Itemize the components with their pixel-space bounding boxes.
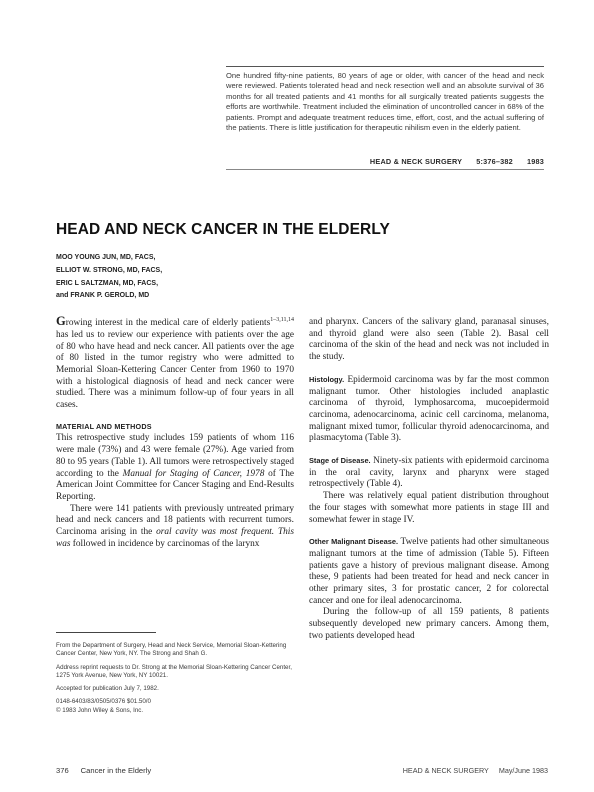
footnote-affiliation: From the Department of Surgery, Head and Neck Service, Memorial Sloan-Kettering Cancer Center, New York, NY. The Strong and Shah G.: [56, 642, 287, 658]
continuation-paragraph: and pharynx. Cancers of the salivary gland, paranasal sinuses, and thyroid gland were also seen (Table 2). Basal cell carcinoma of the skin of the head and neck was not included in the study.: [309, 317, 549, 363]
other-disease-paragraph: Other Malignant Disease. Twelve patients had other simultaneous malignant tumors at the time of admission (Table 5). Fifteen patients gave a history of previous malignant disease. Among these, 9 patients had been treated for head and neck cancer in other primary sites, 3 for prostatic cancer, 2 for colorectal cancer and one for ileal adenocarcinoma.: [309, 537, 550, 606]
abstract-bottom-rule: [226, 169, 544, 170]
other-disease-paragraph-2: During the follow-up of all 159 patients, 8 patients subsequently developed new primary cancers. Among them, two patients developed head: [309, 607, 549, 641]
abstract-text: One hundred fifty-nine patients, 80 years of age or older, with cancer of the head and neck were reviewed. Patients tolerated head and neck resection well and an absolute survival of 36 months for all treated patients and 41 months for all surgically treated patients suggests the efforts are worthwhile. Treatment included the elimination of uncontrolled cancer in 68% of the patients. Prompt and adequate treatment reduces time, effort, cost, and the actual suffering of the patients. There is little justification for therapeutic nihilism even in the elderly patient.: [226, 71, 544, 133]
drop-cap: G: [56, 314, 66, 329]
footnote-reprints: Address reprint requests to Dr. Strong at the Memorial Sloan-Kettering Cancer Center, 1275 York Avenue, New York, NY 10021.: [56, 663, 292, 679]
running-title: Cancer in the Elderly: [80, 766, 152, 775]
page-footer-right: [380, 766, 548, 775]
stage-paragraph-2: There was relatively equal patient distribution throughout the four stages with somewhat more patients in stage III and somewhat fewer in stage IV.: [309, 491, 549, 525]
footer-journal: HEAD & NECK SURGERY: [402, 766, 489, 775]
histology-paragraph: Histology. Epidermoid carcinoma was by far the most common malignant tumor. Other histologies included anaplastic carcinoma of thyroid, lymphosarcoma, mucoepidermoid carcinoma, adenocarcinoma, acinic cell carcinoma, melanoma, malignant mixed tumor, follicular thyroid adenocarcinoma, and plasmacytoma (Table 3).: [309, 374, 549, 444]
run-in-head-stage: Stage of Disease.: [309, 456, 371, 466]
author-1: MOO YOUNG JUN, MD, FACS,: [56, 254, 156, 261]
journal-pages: 5:376–382: [476, 157, 513, 166]
abstract-top-rule: [226, 66, 544, 67]
section-heading-methods: MATERIAL AND METHODS: [56, 421, 152, 431]
methods-paragraph-1: This retrospective study includes 159 patients of whom 116 were male (73%) and 43 were female (27%). Age varied from 80 to 95 years (Table 1). All tumors were retrospectively staged according to the Manual for Staging of Cancer, 1978 of The American Joint Committee for Cancer Staging and End-Results Reporting.: [56, 433, 294, 502]
footnote-accepted: Accepted for publication July 7, 1982.: [56, 685, 159, 693]
journal-year: 1983: [526, 157, 544, 166]
stage-paragraph: Stage of Disease. Ninety-six patients with epidermoid carcinoma in the oral cavity, larynx and pharynx were staged retrospectively (Table 4).: [309, 456, 549, 490]
left-column: [56, 315, 294, 550]
right-column: [309, 317, 549, 643]
run-in-head-other: Other Malignant Disease.: [309, 537, 399, 547]
journal-name: HEAD & NECK SURGERY: [369, 157, 463, 166]
reference-superscript: 1–3,11,14: [270, 317, 294, 323]
footnote-issn: 0148-6403/83/0505/0376 $01.50/0: [56, 698, 151, 706]
page-number: 376: [56, 766, 69, 775]
intro-paragraph: Growing interest in the medical care of elderly patients$^{1-3,11,14}$ has led us to review our experience with patients over the age of 80 who have head and neck cancer. All patients over the age of 80 listed in the tumor registry who were admitted to Memorial Sloan-Kettering Cancer Center from 1960 to 1970 with a histological diagnosis of head and neck cancer were studied. There was a minimum follow-up of four years in all cases.: [56, 314, 294, 411]
article-title: HEAD AND NECK CANCER IN THE ELDERLY: [56, 221, 390, 238]
footer-issue: May/June 1983: [498, 766, 548, 775]
methods-paragraph-2: There were 141 patients with previously untreated primary head and neck cancers and 18 patients with recurrent tumors. Carcinoma arising in the oral cavity was most frequent. This was followed in incidence by carcinomas of the larynx: [56, 503, 294, 549]
author-2: ELLIOT W. STRONG, MD, FACS,: [56, 266, 163, 274]
page-footer-left: [56, 766, 151, 775]
author-3: ERIC L SALTZMAN, MD, FACS,: [56, 279, 159, 287]
footnote-copyright: © 1983 John Wiley & Sons, Inc.: [56, 706, 144, 714]
author-4: and FRANK P. GEROLD, MD: [56, 292, 150, 300]
footnotes: [56, 642, 294, 715]
journal-reference: [226, 157, 544, 166]
run-in-head-histology: Histology.: [309, 374, 345, 384]
author-list: [56, 252, 162, 303]
footnote-rule: [56, 632, 156, 633]
staging-manual-title: Manual for Staging of Cancer, 1978: [122, 468, 265, 479]
